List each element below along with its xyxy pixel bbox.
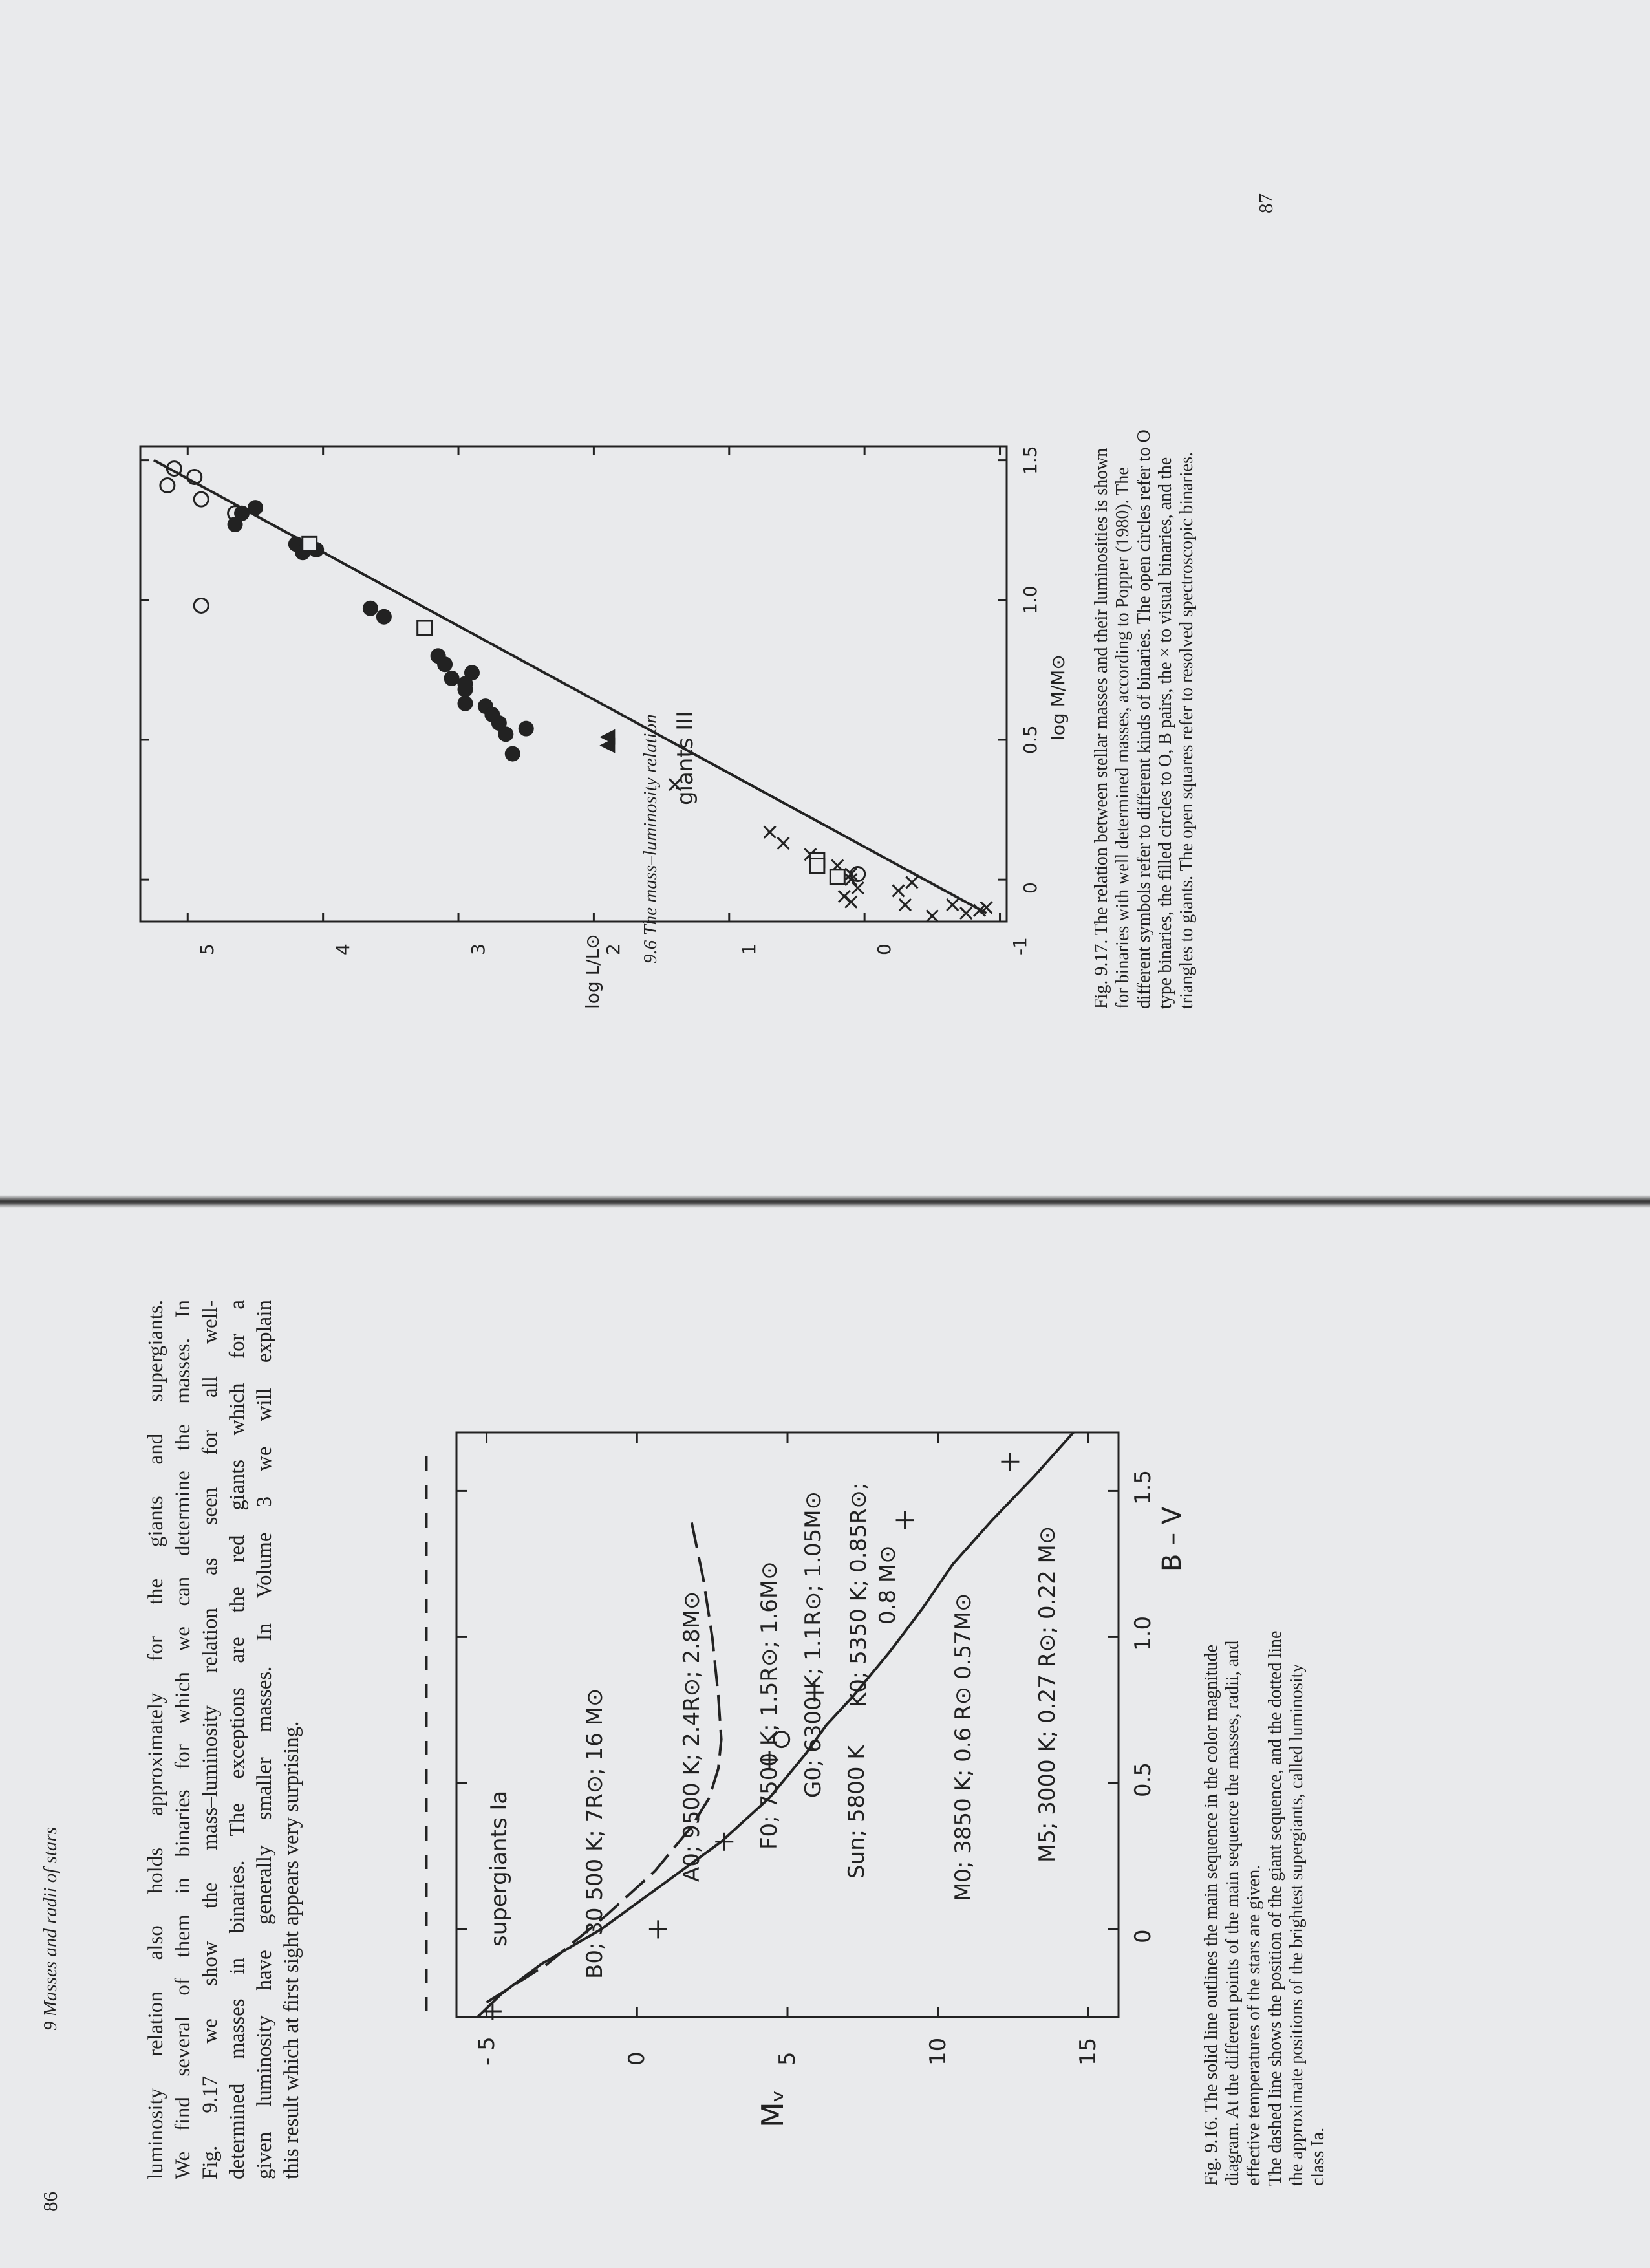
logl-tick-label: 1 xyxy=(738,944,760,955)
left-page-number: 86 xyxy=(39,2192,61,2212)
filled-circle-point xyxy=(234,506,250,521)
logm-tick-label: 1.0 xyxy=(1020,585,1041,614)
filled-circle-point xyxy=(437,656,453,672)
bv-tick-label: 1.5 xyxy=(1130,1470,1156,1506)
filled-circle-point xyxy=(519,721,534,737)
caption-line: the approximate positions of the brightest supergiants, called luminosity xyxy=(1287,1663,1307,2186)
open-square-point xyxy=(418,621,432,635)
logl-tick-label: 2 xyxy=(603,944,625,955)
body-line: We find several of them in binaries for which we can determine the masses. In xyxy=(171,1300,195,2179)
caption-line: Fig. 9.16. The solid line outlines the main sequence in the color magnitude xyxy=(1201,1645,1221,2186)
logl-tick-label: 5 xyxy=(197,944,219,955)
label-m5: M5; 3000 K; 0.27 R⊙; 0.22 M⊙ xyxy=(1034,1526,1060,1863)
logm-tick-label: 0 xyxy=(1020,882,1041,894)
right-running-head: 9.6 The mass–luminosity relation xyxy=(640,714,661,964)
bv-axis-label: B – V xyxy=(1157,1506,1187,1571)
mv-tick-label: 15 xyxy=(1075,2037,1102,2066)
filled-circle-point xyxy=(248,500,263,515)
body-line: Fig. 9.17 we show the mass–luminosity relation as seen for all well- xyxy=(198,1300,222,2179)
filled-circle-point xyxy=(363,601,378,616)
right-page-number: 87 xyxy=(1254,193,1277,213)
caption-line: class Ia. xyxy=(1308,2127,1328,2186)
logl-tick-label: 0 xyxy=(873,944,895,955)
caption-line: triangles to giants. The open squares refer to resolved spectroscopic binaries. xyxy=(1177,452,1197,1009)
mv-axis-label: Mᵥ xyxy=(755,2090,790,2128)
body-line: this result which at first sight appears very surprising. xyxy=(280,1721,303,2179)
filled-circle-point xyxy=(444,671,460,686)
fig917-fit-line xyxy=(154,460,987,913)
filled-circle-point xyxy=(376,609,392,625)
label-sun: Sun; 5800 K xyxy=(844,1745,870,1879)
bv-tick-label: 0 xyxy=(1130,1929,1156,1944)
body-line: given luminosity have generally smaller masses. In Volume 3 we will explain xyxy=(253,1300,276,2179)
open-square-point xyxy=(830,870,844,884)
open-circle-point xyxy=(194,492,208,506)
logl-tick-label: -1 xyxy=(1009,937,1031,955)
mv-tick-label: 10 xyxy=(925,2037,951,2066)
bv-tick-label: 0.5 xyxy=(1130,1762,1156,1798)
open-circle-point xyxy=(194,598,208,612)
open-square-point xyxy=(810,859,824,873)
caption-line: different symbols refer to different kinds of binaries. The open circles refer to O xyxy=(1134,429,1154,1009)
mv-tick-label: - 5 xyxy=(473,2036,500,2066)
filled-circle-point xyxy=(458,696,473,711)
caption-line: The dashed line shows the position of the giant sequence, and the dotted line xyxy=(1265,1630,1285,2186)
logm-tick-label: 0.5 xyxy=(1020,725,1041,754)
logl-axis-label: log L/L⊙ xyxy=(582,934,603,1009)
open-circle-point xyxy=(160,479,175,493)
label-k0: K0; 5350 K; 0.85R⊙; xyxy=(846,1482,872,1707)
caption-line: Fig. 9.17. The relation between stellar masses and their luminosities is shown xyxy=(1091,448,1111,1009)
label-a0: A0; 9500 K; 2.4R⊙; 2.8M⊙ xyxy=(679,1591,705,1882)
caption-line: effective temperatures of the stars are given. xyxy=(1244,1864,1264,2186)
caption-line: diagram. At the different points of the main sequence the masses, radii, and xyxy=(1223,1640,1243,2186)
mv-tick-label: 5 xyxy=(775,2051,800,2066)
fig917-ticks xyxy=(140,446,1007,922)
filled-circle-point xyxy=(458,682,473,697)
body-line: determined masses in binaries. The exceptions are the red giants which for a xyxy=(226,1300,249,2179)
label-f0: F0; 7500 K; 1.5R⊙; 1.6M⊙ xyxy=(756,1561,782,1850)
label-b0: B0; 30 500 K; 7R⊙; 16 M⊙ xyxy=(582,1688,608,1979)
caption-line: for binaries with well determined masses, according to Popper (1980). The xyxy=(1113,467,1133,1009)
left-running-head: 9 Masses and radii of stars xyxy=(40,1826,61,2031)
fig917-frame xyxy=(140,446,1007,922)
logl-tick-label: 4 xyxy=(332,944,354,955)
label-g0: G0; 6300 K; 1.1R⊙; 1.05M⊙ xyxy=(800,1491,826,1798)
filled-circle-point xyxy=(505,746,520,762)
logm-axis-label: log M/M⊙ xyxy=(1047,654,1069,740)
label-m0: M0; 3850 K; 0.6 R⊙ 0.57M⊙ xyxy=(950,1593,976,1901)
body-line: luminosity relation also holds approximately for the giants and supergiants. xyxy=(144,1300,167,2179)
bv-tick-label: 1.0 xyxy=(1130,1616,1156,1652)
mv-tick-label: 0 xyxy=(624,2051,650,2066)
caption-line: type binaries, the filled circles to O, B pairs, the × to visual binaries, and the xyxy=(1155,457,1175,1009)
filled-circle-point xyxy=(498,726,513,742)
logm-tick-label: 1.5 xyxy=(1020,446,1041,475)
logl-tick-label: 3 xyxy=(467,944,489,955)
label-k0-mass: 0.8 M⊙ xyxy=(875,1545,901,1625)
label-giants-iii: giants III xyxy=(672,711,698,805)
open-square-point xyxy=(303,537,317,551)
label-supergiants: supergiants Ia xyxy=(486,1790,512,1947)
